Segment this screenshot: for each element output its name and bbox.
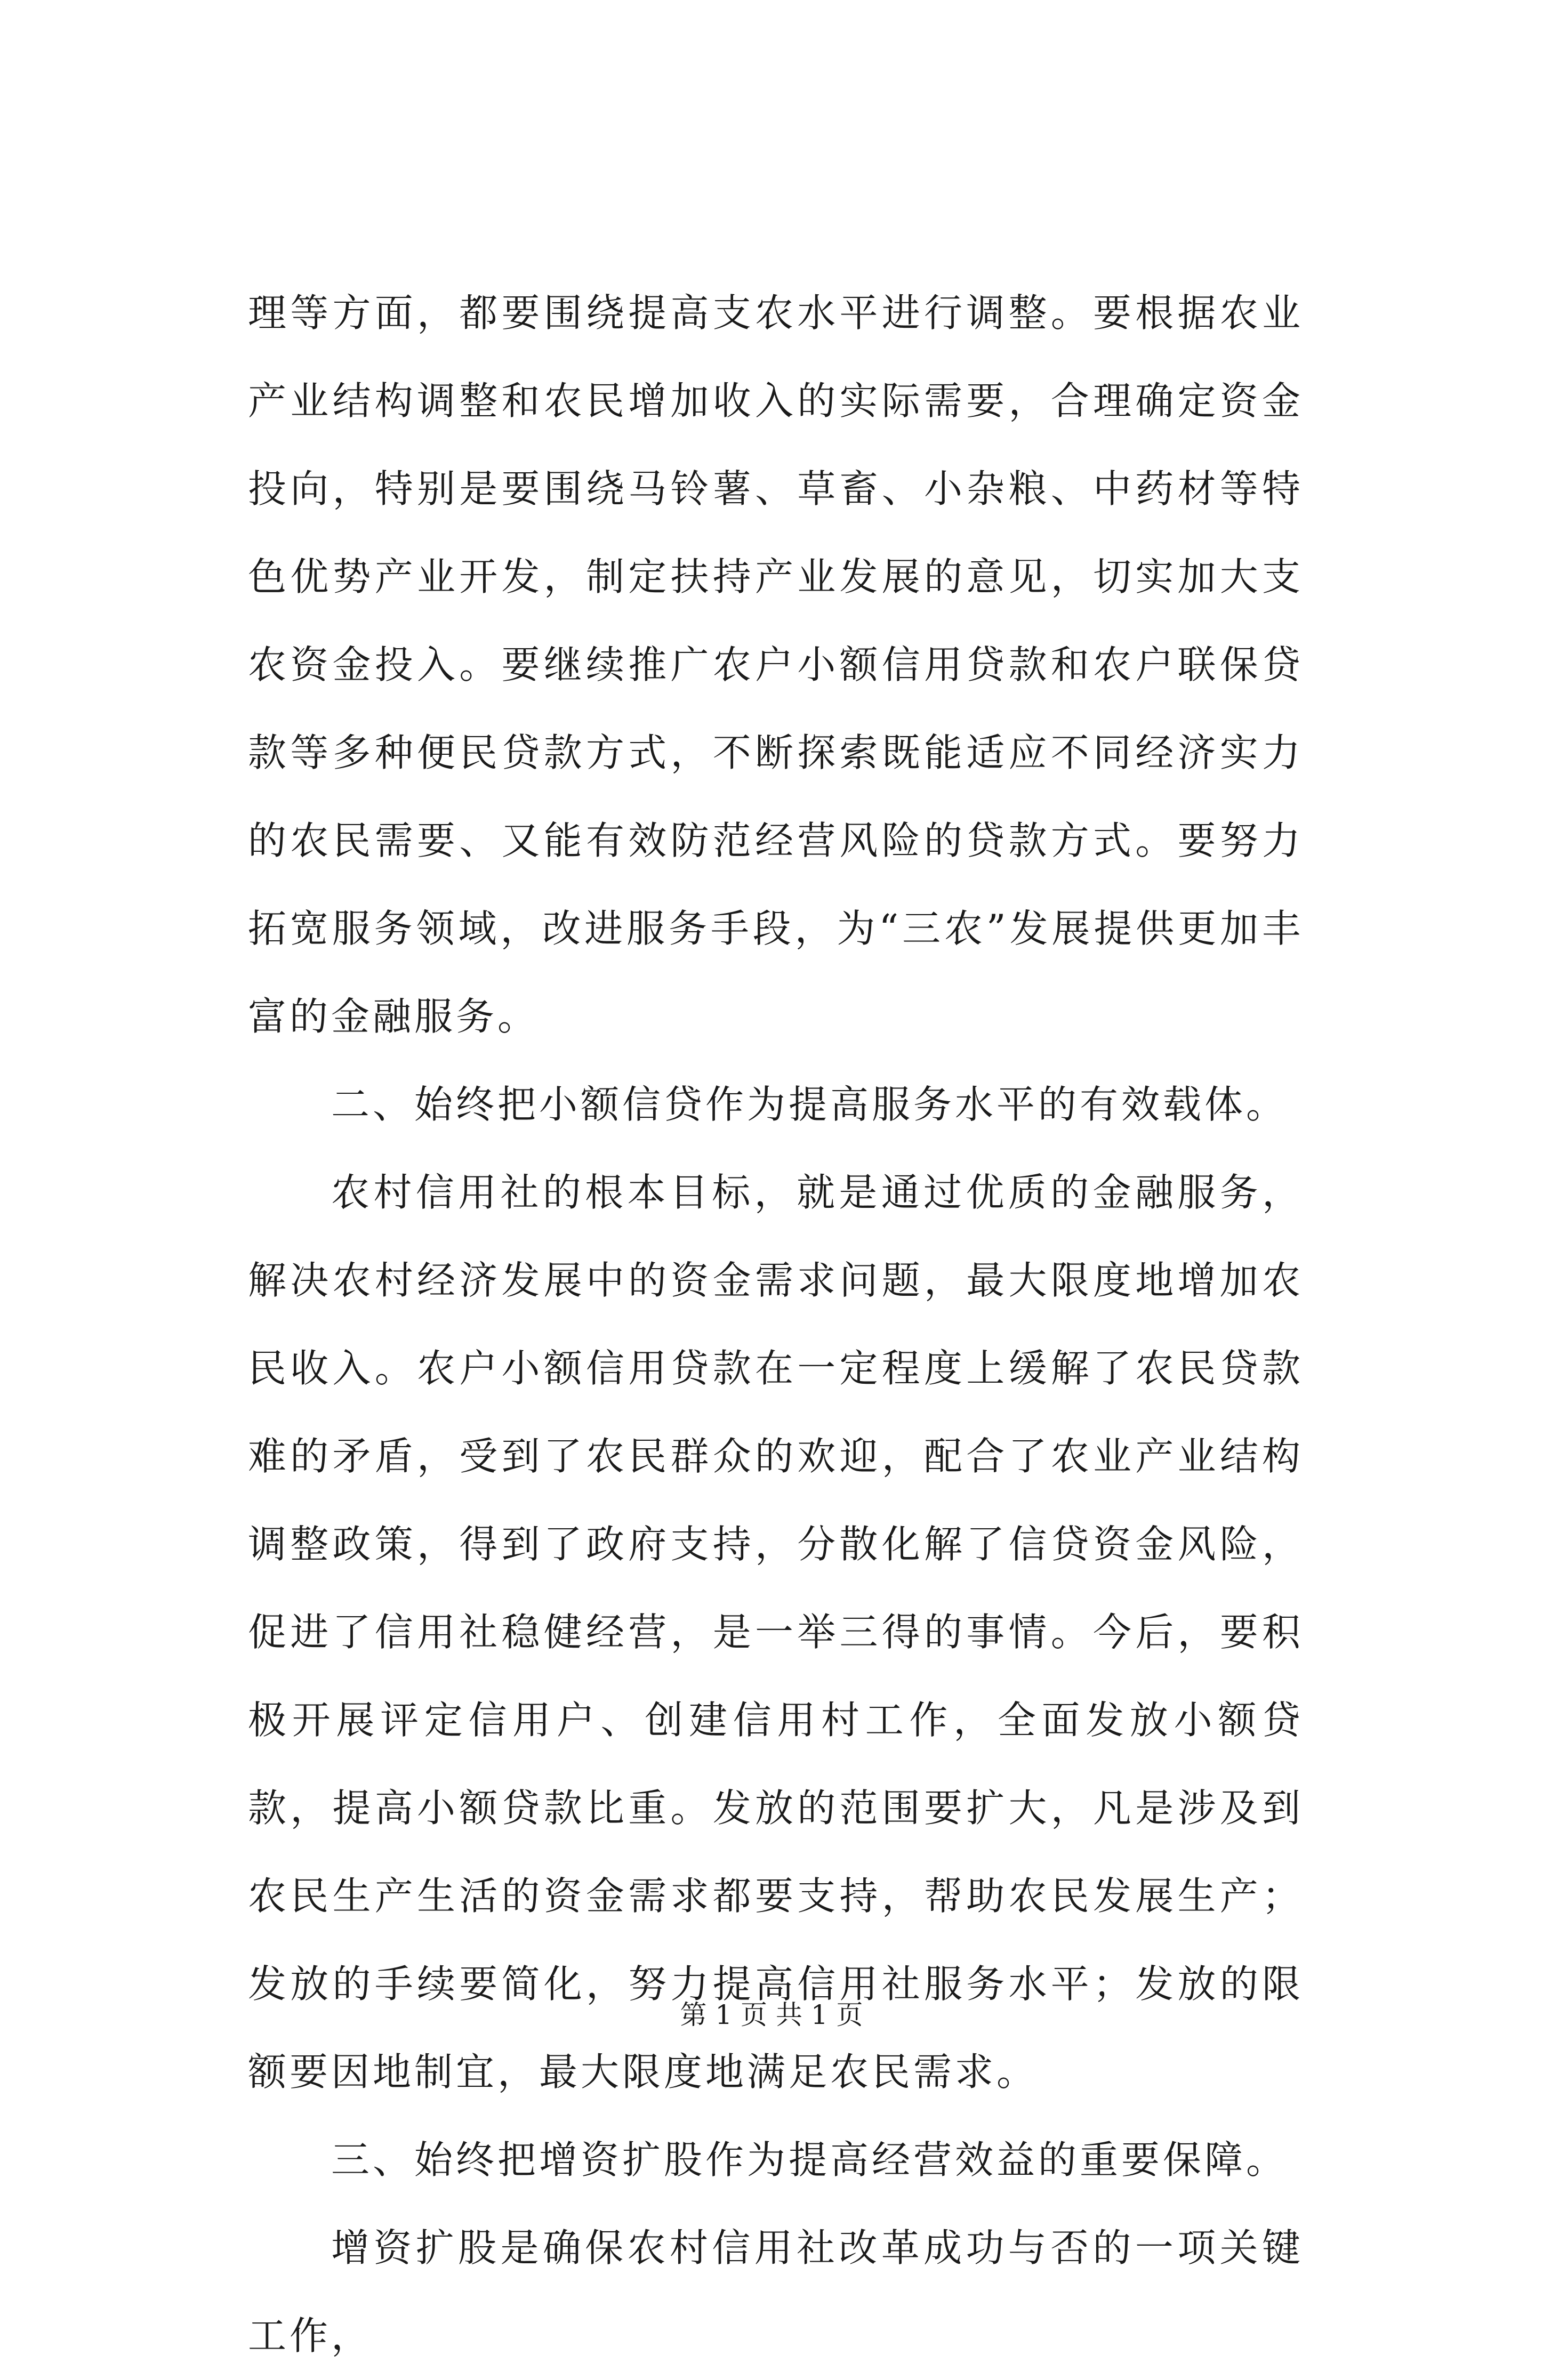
- paragraph: 增资扩股是确保农村信用社改革成功与否的一项关键工作，: [248, 2225, 1304, 2358]
- page-footer: 第 1 页 共 1 页: [680, 1999, 863, 2030]
- section-heading-2: 二、始终把小额信贷作为提高服务水平的有效载体。: [331, 1082, 1288, 1127]
- section-heading-3: 三、始终把增资扩股作为提高经营效益的重要保障。: [331, 2137, 1288, 2182]
- paragraph-continued: 理等方面，都要围绕提高支农水平进行调整。要根据农业产业结构调整和农民增加收入的实际需要，合理确定资金投向，特别是要围绕马铃薯、草畜、小杂粮、中药材等特色优势产业开发，制定扶持产业发展的意见，切实加大支农资金投入。要继续推广农户小额信用贷款和农户联保贷款等多种便民贷款方式，不断探索既能适应不同经济实力的农民需要、又能有效防范经营风险的贷款方式。要努力拓宽服务领域，改进服务手段，为“三农”发展提供更加丰富的金融服务。: [248, 291, 1304, 1039]
- document-body: [248, 269, 1304, 2380]
- paragraph: 农村信用社的根本目标，就是通过优质的金融服务，解决农村经济发展中的资金需求问题，最大限度地增加农民收入。农户小额信用贷款在一定程度上缓解了农民贷款难的矛盾，受到了农民群众的欢迎，配合了农业产业结构调整政策，得到了政府支持，分散化解了信贷资金风险，促进了信用社稳健经营，是一举三得的事情。今后，要积极开展评定信用户、创建信用村工作，全面发放小额贷款，提高小额贷款比重。发放的范围要扩大，凡是涉及到农民生产生活的资金需求都要支持，帮助农民发展生产；发放的手续要简化，努力提高信用社服务水平；发放的限额要因地制宜，最大限度地满足农民需求。: [248, 1170, 1304, 2094]
